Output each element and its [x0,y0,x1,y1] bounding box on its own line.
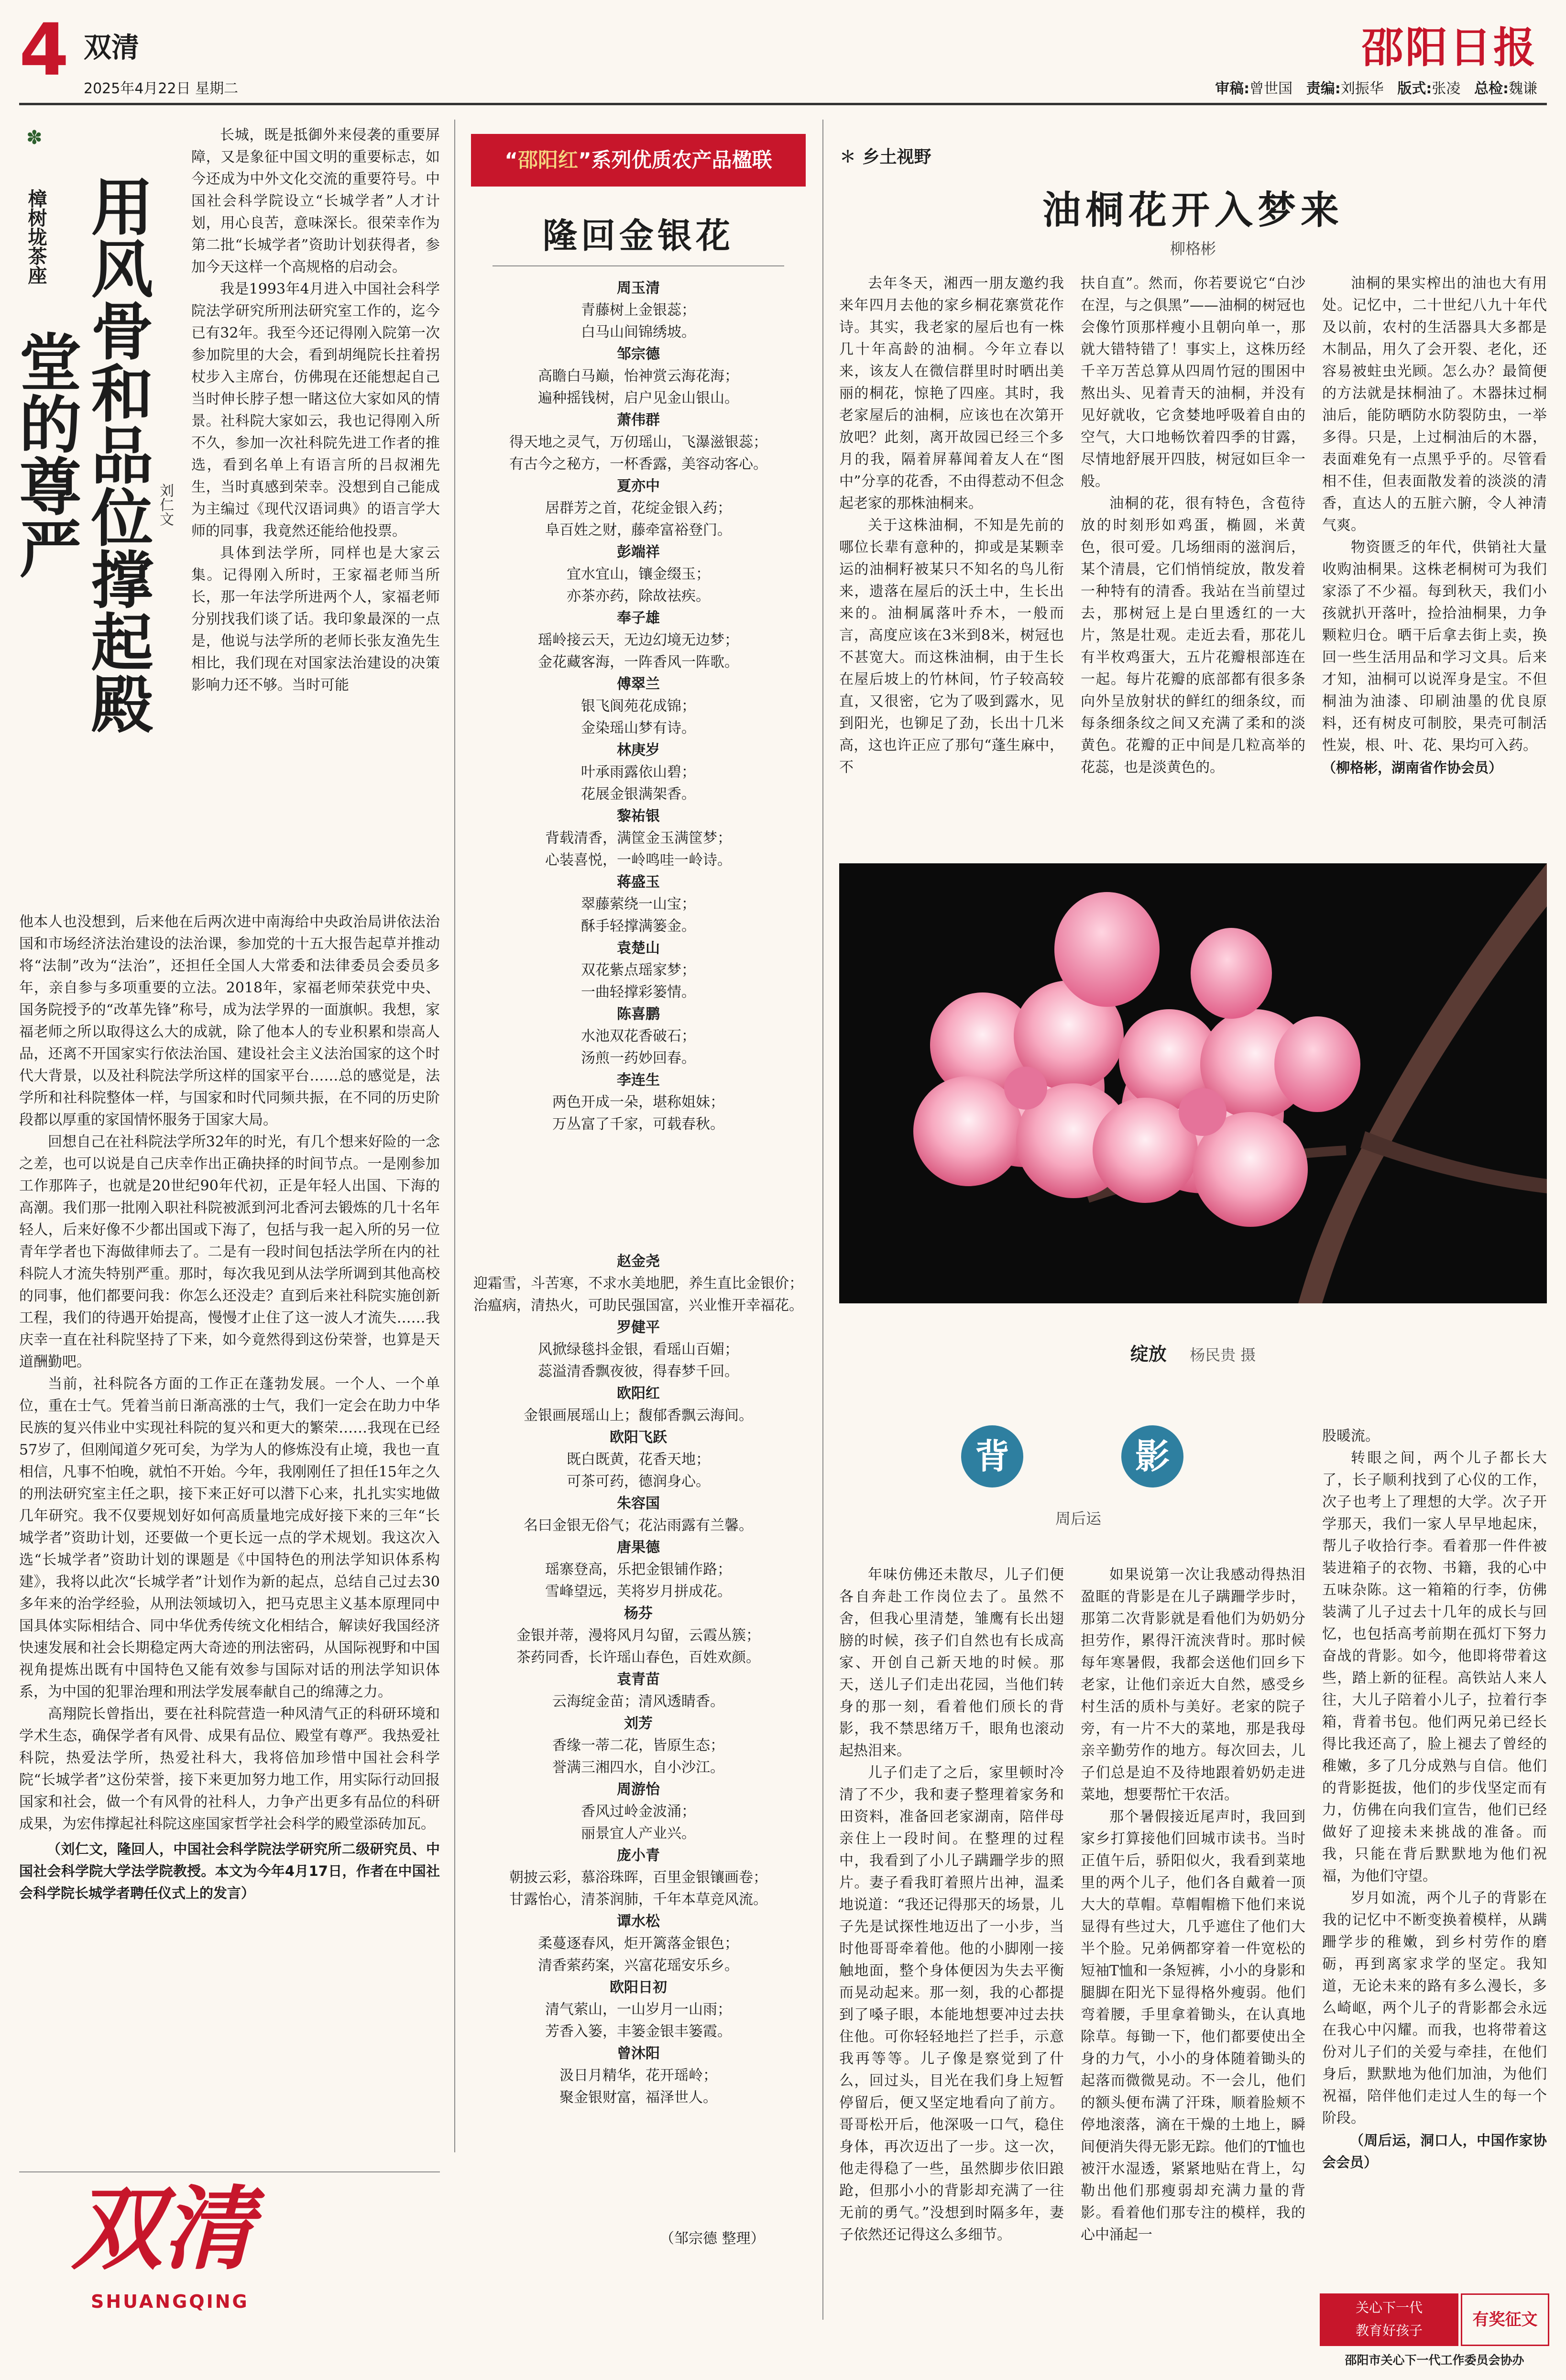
article-col [839,1564,1064,2246]
couplet-line: 青藤树上金银蕊； [581,302,696,319]
article-headline: 油桐花开入梦来 [1042,187,1344,232]
poet-name: 谭水松 [617,1913,660,1930]
headline-char: 背 [961,1425,1023,1488]
couplet-line: 银飞阆苑花成锦； [581,698,696,715]
article-col [1322,273,1547,779]
couplet-line: 迎霜雪，斗苦寒，不求水美地肥，养生直比金银价； [473,1275,803,1292]
couplet-line: 花展金银满架香。 [581,786,696,803]
article-byline: 周后运 [1055,1510,1101,1528]
poet-name: 陈喜鹏 [617,1006,660,1023]
editor-role: 责编: [1306,80,1341,97]
couplet-line: 有古今之秘方，一杯香露，美容动客心。 [509,456,767,473]
article-col [1322,1425,1547,2173]
title-rule [493,265,784,266]
logo-rule [19,2171,440,2172]
couplet-line: 雪峰望远，芙将岁月拼成花。 [545,1583,732,1600]
couplet-line: 蕊溢清香飘夜彼，得春梦千回。 [538,1363,739,1380]
masthead: 邵阳日报 [1361,22,1537,72]
couplet-line: 名曰金银无俗气；花沾雨露有兰馨。 [524,1517,753,1534]
column-divider [822,120,823,2320]
editor-name: 刘振华 [1340,80,1384,97]
paragraph: 高翔院长曾指出，要在社科院营造一种风清气正的科研环境和学术生态，确保学者有风骨、成果有品位、殿堂有尊严。我热爱社科院，热爱法学所，热爱社科大，我将倍加珍惜中国社会科学院“长城学者”这份荣誉，接下来更加努力地工作，用实际行动回报国家和社会，做一个有风骨的社科人，力争产出更多有品位的科研成果，为宏伟撑起社科院这座国家哲学社会科学的殿堂添砖加瓦。 [19,1706,440,1832]
poet-name: 曾沐阳 [617,2045,660,2062]
couplet-line: 甘露怡心，清茶润肺，千年本草竞风流。 [509,1891,767,1908]
paragraph: 油桐的花，很有特色，含苞待放的时刻形如鸡蛋，椭圆，米黄色，很可爱。几场细雨的滋润后，某个清晨，它们悄悄绽放，散发着一种特有的清香。我站在当前望过去，那树冠上是白里透红的一大片，煞是壮观。走近去看，那花儿有半枚鸡蛋大，五片花瓣根部连在一起。每片花瓣的底部都有很多条向外呈放射状的鲜红的细条纹，而每条细条纹之间又充满了柔和的淡黄色。花瓣的正中间是几粒高举的花蕊，也是淡黄色的。 [1081,495,1305,776]
editor-name: 张凌 [1432,80,1461,97]
couplet-line: 一曲轻撑彩篓情。 [581,984,696,1001]
article-headline: 用风骨和品位撑起殿堂的尊严 [9,175,154,734]
page-number: 4 [19,9,69,92]
poet-name: 袁楚山 [617,940,660,957]
couplet-line: 背载清香，满筐金玉满筐梦； [545,830,732,847]
article-byline: 柳格彬 [1170,240,1216,258]
poet-name: 蒋盛玉 [617,874,660,891]
poet-name: 赵金尧 [617,1253,660,1270]
flower-icon: ✽ [839,147,863,167]
paragraph: 岁月如流，两个儿子的背影在我的记忆中不断变换着模样，从蹒跚学步的稚嫩，到乡村劳作的磨砺，再到离家求学的坚定。我知道，无论未来的路有多么漫长，多么崎岖，两个儿子的背影都会永远在我心中闪耀。而我，也将带着这份对儿子们的关爱与牵挂，在他们身后，默默地为他们加油，为他们祝福，陪伴他们走过人生的每一个阶段。 [1322,1890,1547,2127]
series-banner [471,134,806,187]
paragraph: 物资匮乏的年代，供销社大量收购油桐果。这株老桐树可为我们家添了不少福。每到秋天，我们小孩就扒开落叶，捡拾油桐果，力争颗粒归仓。晒干后拿去街上卖，换回一些生活用品和学习文具。后来才知，油桐可以说浑身是宝。不但桐油为油漆、印刷油墨的优良原料，还有树皮可制胶，果壳可制活性炭，根、叶、花、果均可入药。 [1322,539,1547,754]
couplet-line: 瑶岭接云天，无边幻境无边梦； [538,632,739,649]
editor-role: 版式: [1397,80,1432,97]
column-tag-text: 乡土视野 [862,147,931,167]
couplet-line: 双花紫点瑶家梦； [581,962,696,979]
couplet-line: 心装喜悦，一岭鸣哇一岭诗。 [545,852,732,869]
poet-name: 欧阳红 [617,1385,660,1402]
paragraph: 儿子们走了之后，家里顿时冷清了不少，我和妻子整理着家务和田资料，准备回老家湖南，陪伴母亲住上一段时间。在整理的过程中，我看到了小儿子蹒跚学步的照片。妻子看我盯着照片出神，温柔地说道：“我还记得那天的场景，儿子先是试探性地迈出了一小步，当时他哥哥牵着他。他的小脚刚一接触地面，整个身体便因为失去平衡而晃动起来。那一刻，我的心都提到了嗓子眼，本能地想要冲过去扶住他。可你轻轻地拦了拦手，示意我再等等。儿子像是察觉到了什么，回过头，目光在我们身上短暂停留后，便又坚定地看向了前方。哥哥松开后，他深吸一口气，稳住身体，再次迈出了一步。这一次，他走得稳了一些，虽然脚步依旧踉跄，但那小小的背影却充满了一往无前的勇气。”没想到时隔多年，妻子依然还记得这么多细节。 [839,1764,1064,2243]
poet-name: 林庚岁 [617,742,660,759]
article-body-narrow [191,124,440,696]
couplet-line: 高瞻白马巅，怡神赏云海花海； [538,368,739,385]
couplet-line: 丽景宜人产业兴。 [581,1825,696,1842]
photo-credit: 杨民贵 摄 [1190,1346,1256,1364]
photo-caption [839,1339,1547,1366]
article-col [1081,1564,1305,2246]
issue-date: 2025年4月22日 星期二 [84,80,239,97]
paragraph: 去年冬天，湘西一朋友邀约我来年四月去他的家乡桐花寨赏花作诗。其实，我老家的屋后也有一株几十年高龄的油桐。今年立春以来，该友人在微信群里时时晒出美丽的桐花，惊艳了四座。其时，我老家屋后的油桐，应该也在次第开放吧？此刻，离开故园已经三个多月的我，隔着屏幕闻着友人在“图中”分享的花香，不由得惹动不但念起老家的那株油桐来。 [839,275,1064,512]
couplet-line: 白马山间锦绣坡。 [581,324,696,341]
couplet-line: 两色开成一朵，堪称姐妹； [552,1094,724,1111]
paragraph: 转眼之间，两个儿子都长大了，长子顺利找到了心仪的工作，次子也考上了理想的大学。次子开学那天，我们一家人早早地起床，帮儿子收拾行李。看着那一件件被装进箱子的衣物、书籍，我的心中五味杂陈。这一箱箱的行李，仿佛装满了儿子过去十几年的成长与回忆，也包括高考前期在孤灯下努力奋战的背影。如今，他即将带着这些，踏上新的征程。高铁站人来人往，大儿子陪着小儿子，拉着行李箱，背着书包。他们两兄弟已经长得比我还高了，脸上褪去了曾经的稚嫩，多了几分成熟与自信。他们的背影挺拔，他们的步伐坚定而有力，仿佛在向我们宣告，他们已经做好了迎接未来挑战的准备。而我，只能在背后默默地为他们祝福，为他们守望。 [1322,1450,1547,1884]
article-col [1081,273,1305,779]
couplet-line: 亦茶亦药，除故祛疾。 [567,588,710,605]
column-tag [839,143,931,168]
couplet-line: 香缘一蒂二花，皆原生态； [552,1737,724,1754]
poet-name: 萧伟群 [617,412,660,429]
paragraph: 油桐的果实榨出的油也大有用处。记忆中，二十世纪八九十年代及以前，农村的生活器具大多都是木制品，用久了会开裂、老化，还容易被蛀虫光顾。怎么办？最简便的方法就是抹桐油了。木器抹过桐油后，能防晒防水防裂防虫，一举多得。只是，上过桐油后的木器，表面难免有一点黑乎乎的。尽管看相不佳，但表面散发着的淡淡的清香，直达人的五脏六腑，令人神清气爽。 [1322,275,1547,534]
couplet-line: 金花藏客海，一阵香风一阵歌。 [538,654,739,671]
couplet-line: 芳香入篓，丰篓金银丰篓霞。 [545,2023,732,2040]
poet-name: 李连生 [617,1072,660,1089]
header-rule [19,103,1547,105]
couplet-line: 云海绽金苗；清风透睛香。 [552,1693,724,1710]
couplet-line: 清香萦药案，兴富花瑶安乐乡。 [538,1957,739,1974]
couplet-line: 宜水宜山，镶金缀玉； [567,566,710,583]
poet-name: 庞小青 [617,1847,660,1864]
paragraph: 年味仿佛还未散尽，儿子们便各自奔赴工作岗位去了。虽然不舍，但我心里清楚，雏鹰有长出翅膀的时候，孩子们自然也有长成高家、开创自己新天地的时候。那天，送儿子们走出花园，当他们转身的那一刻，看着他们颀长的背影，我不禁思绪万千，眼角也滚动起热泪来。 [839,1566,1064,1759]
poet-name: 朱容国 [617,1495,660,1512]
couplet-line: 治瘟病，清热火，可助民强国富，兴业惟开幸福花。 [473,1297,803,1314]
couplet-line: 汲日月精华，花开瑶岭； [559,2067,717,2084]
paragraph: 股暖流。 [1322,1428,1380,1444]
editor-role: 审稿: [1215,80,1250,97]
section-logo-sub: SHUANGQING [91,2291,249,2312]
poet-name: 周玉清 [617,280,660,297]
editor-name: 魏谦 [1509,80,1537,97]
photo-title: 绽放 [1130,1343,1167,1365]
author-note: （柳格彬，湖南省作协会员） [1322,760,1503,776]
couplet-line: 金染瑶山梦有诗。 [581,720,696,737]
poet-name: 傅翠兰 [617,676,660,693]
couplet-line: 万丛富了千家，可载春秋。 [552,1116,724,1133]
couplet-line: 誉满三湘四水，自小沙江。 [552,1759,724,1776]
editor-role: 总检: [1474,80,1509,97]
couplets-list-1 [471,277,806,1135]
couplet-line: 可茶可药，德润身心。 [567,1473,710,1490]
poet-name: 奉子雄 [617,610,660,627]
banner-text: ”系列优质农产品楹联 [578,148,772,172]
promo-line: 教育好孩子 [1355,2323,1423,2338]
couplet-line: 遍种摇钱树，启户见金山银山。 [538,390,739,407]
poet-name: 欧阳日初 [610,1979,667,1996]
poet-name: 唐果德 [617,1539,660,1556]
poet-name: 袁青苗 [617,1671,660,1688]
couplets-title: 隆回金银花 [542,215,734,256]
poet-name: 周游怡 [617,1781,660,1798]
couplet-line: 居群芳之首，花绽金银入药； [545,500,732,517]
article-col [839,273,1064,779]
article-byline: 刘仁文 [157,483,174,526]
couplets-list-2 [471,1251,806,2109]
paragraph: 长城，既是抵御外来侵袭的重要屏障，又是象征中国文明的重要标志，如今还成为中外文化交流的重要符号。中国社会科学院设立“长城学者”人才计划，用心良苦，意味深长。很荣幸作为第二批“长城学者”资助计划获得者，参加今天这样一个高规格的启动会。 [191,127,440,275]
compiler-credit: （邹宗德 整理） [660,2230,765,2247]
headline-char: 影 [1121,1425,1183,1488]
couplet-line: 聚金银财富，福泽世人。 [559,2089,717,2106]
couplet-line: 叶承雨露依山碧； [581,764,696,781]
poet-name: 邹宗德 [617,346,660,363]
couplet-line: 水池双花香破石； [581,1028,696,1045]
couplet-line: 风掀绿毯抖金银，看瑶山百媚； [538,1341,739,1358]
paragraph: 当前，社科院各方面的工作正在蓬勃发展。一个人、一个单位，重在士气。凭着当前日渐高涨的士气，我们一定会在助力中华民族的复兴伟业中实现社科院的复兴和更大的繁荣……我现在已经57岁了，但刚闻道夕死可矣，为学为人的修炼没有止境，我也一直相信，凡事不怕晚，就怕不开始。今年，我刚刚任了担任15年之久的刑法研究室主任之职，接下来正好可以潜下心来，扎扎实实地做几年研究。我不仅要规划好如何高质量地完成好接下来的三年“长城学者”资助计划，还要做一个更长远一点的学术规划。我这次入选“长城学者”资助计划的课题是《中国特色的刑法学知识体系构建》，我将以此次“长城学者”计划作为新的起点，总结自己过去30多年来的治学经验，从刑法领域切入，把马克思主义基本原理同中国具体实际相结合、同中华优秀传统文化相结合，解读好我国经济快速发展和社会长期稳定两大奇迹的刑法密码，从国际视野和中国视角提炼出既有中国特色又能有效参与国际对话的刑法学知识体系，为中国的犯罪治理和刑法学发展奉献自己的绵薄之力。 [19,1376,440,1700]
poet-name: 刘芳 [624,1715,653,1732]
promo-line: 关心下一代 [1355,2300,1423,2315]
paragraph: 扶自直”。然而，你若要说它“白沙在涅，与之俱黑”——油桐的树冠也会像竹顶那样瘦小且朝向单一，那就大错特错了！事实上，这株历经千辛万苦总算从四周竹冠的围困中熬出头、见着青天的油桐，并没有见好就收，它贪婪地呼吸着自由的空气，大口地畅饮着四季的甘露，尽情地舒展开四肢，树冠如巨伞一般。 [1081,275,1305,490]
couplet-line: 柔蔓逐春风，炬开篱落金银色； [538,1935,739,1952]
couplet-line: 香风过岭金波涌； [581,1803,696,1820]
column-divider [454,120,455,2152]
article-body-wide [19,911,440,1904]
paragraph: 关于这株油桐，不知是先前的哪位长辈有意种的，抑或是某颗幸运的油桐籽被某只不知名的鸟儿衔来，遗落在屋后的沃土中，生长出来的。油桐属落叶乔木，一般而言，高度应该在3米到8米，树冠也不甚宽大。而这株油桐，由于生长在屋后坡上的竹林间，竹子较高较直，又很密，它为了吸到露水，见到阳光，也铆足了劲，长出十几米高，这也许正应了那句“蓬生麻中，不 [839,517,1064,776]
promo-organizer: 邵阳市关心下一代工作委员会协办 [1345,2353,1524,2367]
poet-name: 欧阳飞跃 [610,1429,667,1446]
couplet-line: 茶药同香，长许瑶山春色，百姓欢颜。 [516,1649,760,1666]
couplet-line: 金银画展瑶山上；馥郁香飘云海间。 [524,1407,753,1424]
section-logo: 双清 [72,2175,254,2282]
banner-quote: “ [504,148,518,172]
couplet-line: 阜百姓之财，藤牵富裕登门。 [545,522,732,539]
paragraph: 如果说第一次让我感动得热泪盈眶的背影是在儿子蹒跚学步时，那第二次背影就是看他们为奶奶分担劳作，累得汗流浃背时。那时候每年寒暑假，我都会送他们回乡下老家，让他们亲近大自然，感受乡村生活的质朴与美好。老家的院子旁，有一片不大的菜地，那是我母亲辛勤劳作的地方。每次回去，儿子们总是迫不及待地跟着奶奶走进菜地，想要帮忙干农活。 [1081,1566,1305,1803]
column-label: 樟树垅茶座 [25,189,47,285]
editor-credits [1215,77,1537,98]
author-note: （周后运，洞口人，中国作家协会会员） [1322,2132,1547,2171]
poet-name: 夏亦中 [617,478,660,495]
poet-name: 罗健平 [617,1319,660,1336]
promo-badge: 有奖征文 [1461,2293,1549,2346]
promo-slogan [1320,2293,1458,2346]
poet-name: 杨芬 [624,1605,653,1622]
couplet-line: 翠藤萦绕一山宝； [581,896,696,913]
couplet-line: 金银并蒂，漫将风月勾留，云霞丛簇； [516,1627,760,1644]
banner-highlight: 邵阳红 [517,148,578,172]
flower-icon: ✽ [26,127,43,149]
poet-name: 黎祐银 [617,808,660,825]
blossom-photo [839,863,1547,1303]
editor-name: 曾世国 [1249,80,1293,97]
couplet-line: 瑶寨登高，乐把金银铺作路； [545,1561,732,1578]
poet-name: 彭端祥 [617,544,660,561]
section-title: 双清 [84,31,140,64]
couplet-line: 清气萦山，一山岁月一山雨； [545,2001,732,2018]
couplet-line: 酥手轻撑满篓金。 [581,918,696,935]
couplet-line: 汤煎一药妙回春。 [581,1050,696,1067]
flower-cluster-right [1093,1009,1310,1227]
author-note: （刘仁文，隆回人，中国社会科学院法学研究所二级研究员、中国社会科学院大学法学院教授。本文为今年4月17日，作者在中国社会科学院长城学者聘任仪式上的发言） [19,1841,440,1901]
paragraph: 他本人也没想到，后来他在后两次进中南海给中央政治局讲依法治国和市场经济法治建设的法治课，参加党的十五大报告起草并推动将“法制”改为“法治”，还担任全国人大常委和法律委员会委员多年，亲自参与多项重要的立法。2018年，家福老师荣获党中央、国务院授予的“改革先锋”称号，成为法学界的一面旗帜。我想，家福老师之所以取得这么大的成就，除了他本人的专业积累和崇高人品，还离不开国家实行依法治国、建设社会主义法治国家的这个时代大背景，以及社科院法学所这样的国家平台……总的感觉是，法学所和社科院整体一样，与国家和时代同频共振，在不同的历史阶段都以厚重的家国情怀服务于国家大局。 [19,914,440,1128]
couplet-line: 朝披云彩，慕浴珠晖，百里金银镶画卷； [509,1869,767,1886]
paragraph: 回想自己在社科院法学所32年的时光，有几个想来好险的一念之差，也可以说是自己庆幸作出正确抉择的时间节点。一是刚参加工作那阵子，也就是20世纪90年代初，正是年轻人出国、下海的高潮。我们那一批刚入职社科院被派到河北香河去锻炼的几十名年轻人，后来好像不少都出国或下海了，包括与我一起入所的另一位青年学者也下海做律师去了。二是有一段时间包括法学所在内的社科院人才流失特别严重。那时，每次我见到从法学所调到其他高校的同事，他们都要问我：你怎么还没走？直到后来社科院实施创新工程，我们的待遇开始提高，慢慢才止住了这一波人才流失……我庆幸一直在社科院坚持了下来，如今竟然得到这份荣誉，也算是天道酬勤吧。 [19,1134,440,1370]
couplet-line: 既白既黄，花香天地； [567,1451,710,1468]
paragraph: 那个暑假接近尾声时，我回到家乡打算接他们回城市读书。当时正值午后，骄阳似火，我看到菜地里的两个儿子，他们各自戴着一顶大大的草帽。草帽帽檐下他们来说显得有些过大，几乎遮住了他们大半个脸。兄弟俩都穿着一件宽松的短袖T恤和一条短裤，小小的身影和腿脚在阳光下显得格外瘦弱。他们弯着腰，手里拿着锄头，在认真地除草。每锄一下，他们都要使出全身的力气，小小的身体随着锄头的起落而微微晃动。不一会儿，他们的额头便布满了汗珠，顺着脸颊不停地滚落，滴在干燥的土地上，瞬间便消失得无影无踪。他们的T恤也被汗水湿透，紧紧地贴在背上，勾勒出他们那瘦弱却充满力量的背影。看着他们那专注的模样，我的心中涌起一 [1081,1808,1306,2243]
couplet-line: 得天地之灵气，万仞瑶山，飞瀑滋银蕊； [509,434,767,451]
paragraph: 我是1993年4月进入中国社会科学院法学研究所刑法研究室工作的，迄今已有32年。我至今还记得刚入院第一次参加院里的大会，看到胡绳院长拄着拐杖步入主席台，仿佛現在还能想起自己当时伸长脖子想一睹这位大家如风的情景。社科院大家如云，我也记得刚入所不久，参加一次社科院先进工作者的推选，看到名单上有语言所的吕叔湘先生，当时真感到荣幸。没想到自己能成为主编过《现代汉语词典》的语言学大师的同事，我竟然还能给他投票。 [191,281,440,540]
paragraph: 具体到法学所，同样也是大家云集。记得刚入所时，王家福老师当所长，那一年法学所进两个人，家福老师分别找我们谈了话。我印象最深的一点是，他说与法学所的老师长张友渔先生相比，我们现在对国家法治建设的决策影响力还不够。当时可能 [191,545,440,694]
